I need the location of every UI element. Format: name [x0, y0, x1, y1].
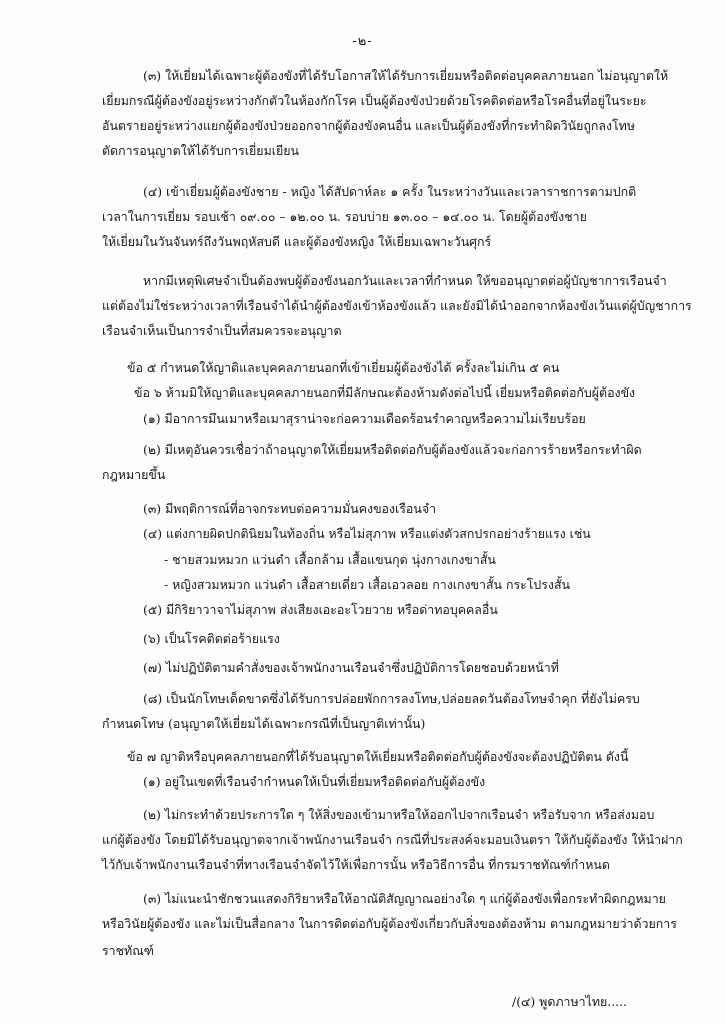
- clause-heading: ข้อ ๕ กำหนดให้ญาติและบุคคลภายนอกที่เข้าเยี่ยมผู้ต้องขังได้ ครั้งละไม่เกิน ๕ คน: [127, 360, 560, 375]
- page-number: -๒-: [352, 34, 373, 49]
- paragraph-line: ตัดการอนุญาตให้ได้รับการเยี่ยมเยียน: [102, 143, 299, 158]
- list-item: (๖) เป็นโรคติดต่อร้ายแรง: [143, 631, 280, 646]
- list-item: (๑) มีอาการมึนเมาหรือเมาสุราน่าจะก่อความเดือดร้อนรำคาญหรือความไม่เรียบร้อย: [143, 411, 586, 426]
- paragraph-line: หากมีเหตุพิเศษจำเป็นต้องพบผู้ต้องขังนอกวันและเวลาที่กำหนด ให้ขออนุญาตต่อผู้บัญชาการเรือนจำ: [143, 273, 667, 288]
- paragraph-line: อันตรายอยู่ระหว่างแยกผู้ต้องขังป่วยออกจากผู้ต้องขังคนอื่น และเป็นผู้ต้องขังที่กระทำผิดวินัยถูกลงโทษ: [102, 118, 636, 133]
- paragraph-line: เรือนจำเห็นเป็นการจำเป็นที่สมควรจะอนุญาต: [102, 323, 342, 338]
- clause-heading: ข้อ ๗ ญาติหรือบุคคลภายนอกที่ได้รับอนุญาตให้เยี่ยมหรือติดต่อกับผู้ต้องขังจะต้องปฏิบัติตน ดังนี้: [127, 749, 629, 764]
- paragraph-line: กำหนดโทษ (อนุญาตให้เยี่ยมได้เฉพาะกรณีที่เป็นญาติเท่านั้น): [102, 716, 426, 731]
- list-item: (๔) แต่งกายผิดปกตินิยมในท้องถิ่น หรือไม่สุภาพ หรือแต่งตัวสกปรกอย่างร้ายแรง เช่น: [143, 526, 591, 541]
- list-item: (๓) ไม่แนะนำชักชวนแสดงกิริยาหรือให้อาณัติสัญญาณอย่างใด ๆ แก่ผู้ต้องขังเพื่อกระทำผิดกฎหมาย: [143, 891, 666, 906]
- clause-heading: ข้อ ๖ ห้ามมิให้ญาติและบุคคลภายนอกที่มีลักษณะต้องห้ามดังต่อไปนี้ เยี่ยมหรือติดต่อกับผู้ต้องขัง: [134, 385, 636, 400]
- paragraph-line: แต่ต้องไม่ใช่ระหว่างเวลาที่เรือนจำได้นำผู้ต้องขังเข้าห้องขังแล้ว และยังมิได้นำออกจากห้องขังเว้นแต่ผู้บัญชาการ: [102, 298, 692, 313]
- paragraph-line: เวลาในการเยี่ยม รอบเช้า ๐๙.๐๐ – ๑๒.๐๐ น. รอบบ่าย ๑๓.๐๐ – ๑๔.๐๐ น. โดยผู้ต้องขังชาย: [102, 209, 587, 224]
- sub-list-item: - ชายสวมหมวก แว่นดำ เสื้อกล้าม เสื้อแขนกุด นุ่งกางเกงขาสั้น: [164, 552, 496, 567]
- paragraph-line: แก่ผู้ต้องขัง โดยมิได้รับอนุญาตจากเจ้าพนักงานเรือนจำ กรณีที่ประสงค์จะมอบเงินตรา ให้กับผู้ต้องขัง ให้นำฝาก: [102, 832, 683, 847]
- list-item: (๘) เป็นนักโทษเด็ดขาดซึ่งได้รับการปล่อยพักการลงโทษ,ปล่อยลดวันต้องโทษจำคุก ที่ยังไม่ครบ: [143, 691, 640, 706]
- paragraph-line: (๓) ให้เยี่ยมได้เฉพาะผู้ต้องขังที่ได้รับโอกาสให้ได้รับการเยี่ยมหรือติดต่อบุคคลภายนอก ไม่อนุญาตให้: [143, 68, 669, 83]
- sub-list-item: - หญิงสวมหมวก แว่นดำ เสื้อสายเดี่ยว เสื้อเอวลอย กางเกงขาสั้น กระโปรงสั้น: [164, 577, 571, 592]
- list-item: (๒) ไม่กระทำด้วยประการใด ๆ ให้สิ่งของเข้ามาหรือให้ออกไปจากเรือนจำ หรือรับจาก หรือส่งมอบ: [143, 807, 655, 822]
- list-item: (๕) มีกิริยาวาจาไม่สุภาพ ส่งเสียงเอะอะโวยวาย หรือด่าทอบุคคลอื่น: [143, 602, 498, 617]
- paragraph-line: เยี่ยมกรณีผู้ต้องขังอยู่ระหว่างกักตัวในห้องกักโรค เป็นผู้ต้องขังป่วยด้วยโรคติดต่อหรือโรคอื่นที่อยู่ในระยะ: [102, 93, 647, 108]
- paragraph-line: ราชทัณฑ์: [102, 943, 154, 958]
- next-page-reference: /(๔) พูดภาษาไทย.....: [512, 994, 627, 1009]
- list-item: (๒) มีเหตุอันควรเชื่อว่าถ้าอนุญาตให้เยี่ยมหรือติดต่อกับผู้ต้องขังแล้วจะก่อการร้ายหรือกระทำผิด: [143, 442, 642, 457]
- list-item: (๑) อยู่ในเขตที่เรือนจำกำหนดให้เป็นที่เยี่ยมหรือติดต่อกับผู้ต้องขัง: [143, 774, 486, 789]
- paragraph-line: ไว้กับเจ้าพนักงานเรือนจำที่ทางเรือนจำจัดไว้ให้เพื่อการนั้น หรือวิธีการอื่น ที่กรมราชทัณฑ์กำหนด: [102, 857, 610, 872]
- list-item: (๗) ไม่ปฏิบัติตามคำสั่งของเจ้าพนักงานเรือนจำซึ่งปฏิบัติการโดยชอบด้วยหน้าที่: [143, 660, 559, 675]
- paragraph-line: หรือวินัยผู้ต้องขัง และไม่เป็นสื่อกลาง ในการติดต่อกับผู้ต้องขังเกี่ยวกับสิ่งของต้องห้าม ตามกฎหมายว่าด้วยการ: [102, 916, 677, 931]
- paragraph-line: ให้เยี่ยมในวันจันทร์ถึงวันพฤหัสบดี และผู้ต้องขังหญิง ให้เยี่ยมเฉพาะวันศุกร์: [102, 234, 492, 249]
- list-item: (๓) มีพฤติการณ์ที่อาจกระทบต่อความมั่นคงของเรือนจำ: [143, 501, 437, 516]
- paragraph-line: กฎหมายขึ้น: [102, 467, 166, 482]
- paragraph-line: (๔) เข้าเยี่ยมผู้ต้องขังชาย - หญิง ได้สัปดาห์ละ ๑ ครั้ง ในระหว่างวันและเวลาราชการตามปกติ: [143, 184, 637, 199]
